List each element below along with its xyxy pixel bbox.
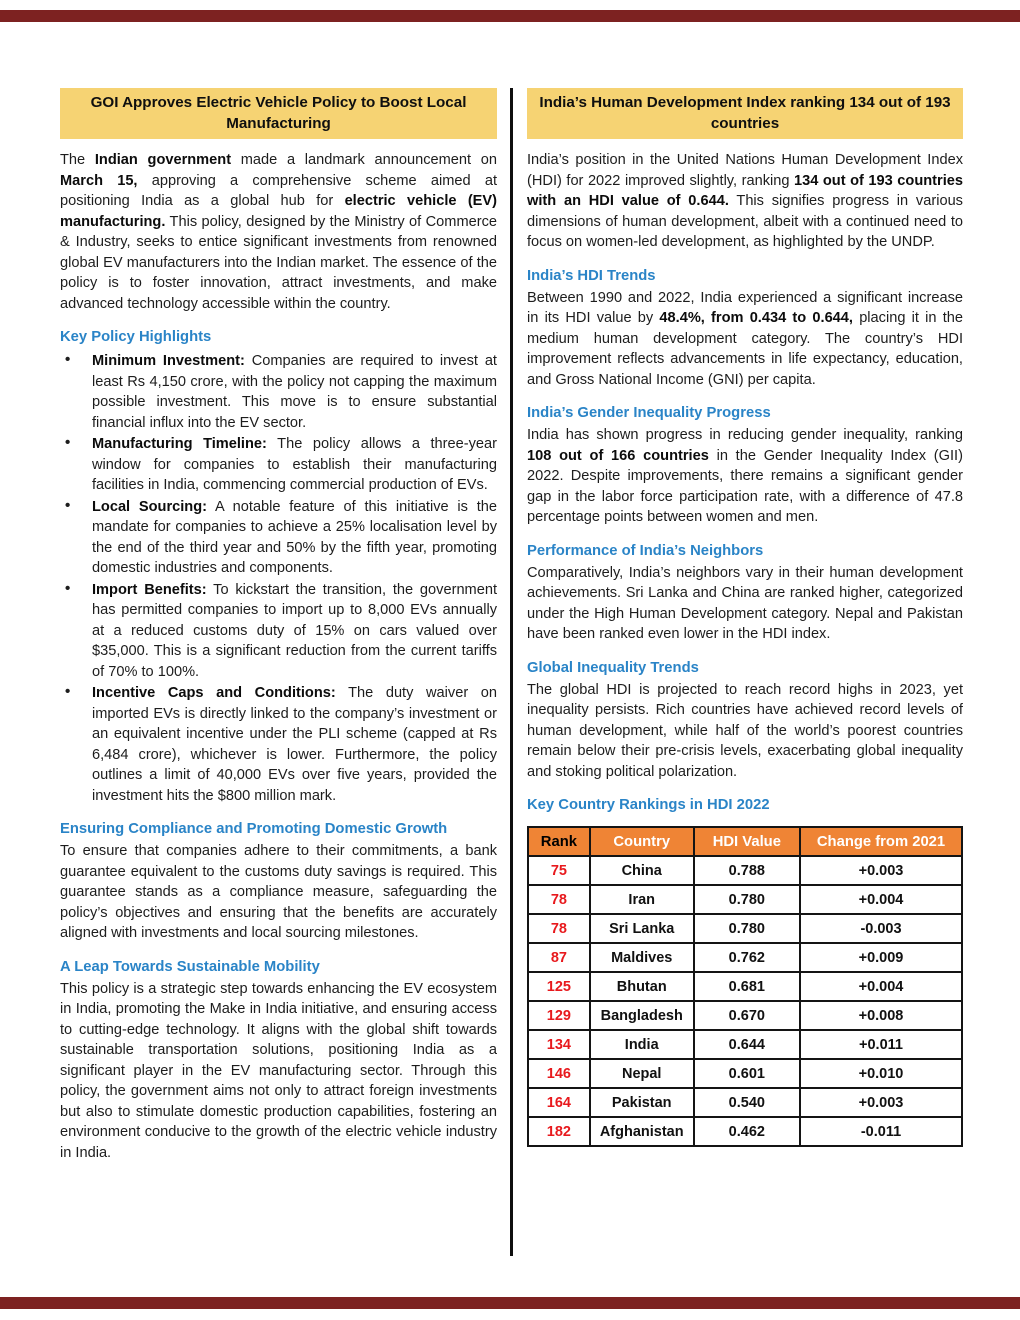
country-cell: Bhutan (590, 972, 694, 1001)
left-article-title: GOI Approves Electric Vehicle Policy to Boost Local Manufacturing (60, 88, 497, 139)
country-cell: Nepal (590, 1059, 694, 1088)
bullet-text: Local Sourcing: A notable feature of this initiative is the mandate for companies to achieve a 25% localisation level by the end of the third year and 50% by the fifth year, promoting domestic industries and components. (92, 498, 497, 576)
section-heading-key-country-rankings: Key Country Rankings in HDI 2022 (527, 797, 770, 813)
hdi-value-cell: 0.681 (694, 972, 800, 1001)
country-cell: Bangladesh (590, 1001, 694, 1030)
left-article (60, 88, 497, 1163)
country-cell: India (590, 1030, 694, 1059)
change-cell: +0.004 (800, 972, 962, 1001)
change-cell: -0.003 (800, 914, 962, 943)
hdi-trends-paragraph: Between 1990 and 2022, India experienced a significant increase in its HDI value by 48.4%, from 0.434 to 0.644, placing it in the medium human development category. The country’s HDI improvement reflects advancements in life expectancy, education, and Gross National Income (GNI) per capita. (527, 289, 963, 388)
hdi-value-cell: 0.788 (694, 856, 800, 885)
table-header-hdi-value: HDI Value (694, 827, 800, 856)
table-row (528, 1117, 962, 1146)
bullet-item-minimum-investment (60, 351, 497, 433)
column-divider (510, 88, 513, 1256)
left-intro-paragraph: The Indian government made a landmark announcement on March 15, approving a comprehensive scheme aimed at positioning India as a global hub for electric vehicle (EV) manufacturing. This policy, designed by the Ministry of Commerce & Industry, seeks to entice significant investments from renowned global EV manufacturers into the Indian market. The essence of the policy is to foster innovation, attract investments, and make advanced technology accessible within the country. (60, 152, 498, 312)
bullet-icon: • (65, 351, 71, 368)
change-cell: -0.011 (800, 1117, 962, 1146)
table-header-row (528, 827, 962, 856)
table-row (528, 943, 962, 972)
sustainable-mobility-paragraph: This policy is a strategic step towards enhancing the EV ecosystem in India, promoting the Make in India initiative, and ensuring access to cutting-edge technology. It aligns with the global shift towards sustainable transportation solutions, positioning India as a significant player in the EV manufacturing sector. Through this policy, the government aims not only to attract foreign investments but also to stimulate domestic production capabilities, fostering an environment conducive to the growth of the electric vehicle industry in India. (60, 980, 497, 1161)
bullet-text: Incentive Caps and Conditions: The duty waiver on imported EVs is directly linked to the company’s investment or an equivalent incentive under the PLI scheme (capped at Rs 6,484 crore), whichever is lower. Furthermore, the policy outlines a limit of 40,000 EVs over five years, provided the investment hits the $800 million mark. (92, 685, 498, 804)
bullet-item-incentive-caps (60, 683, 497, 806)
change-cell: +0.009 (800, 943, 962, 972)
hdi-value-cell: 0.601 (694, 1059, 800, 1088)
policy-highlights-list (60, 351, 497, 806)
change-cell: +0.003 (800, 1088, 962, 1117)
rank-cell: 125 (528, 972, 590, 1001)
rank-cell: 78 (528, 885, 590, 914)
section-heading-gender-inequality: India’s Gender Inequality Progress (527, 405, 771, 421)
section-heading-hdi-trends: India’s HDI Trends (527, 267, 656, 284)
section-heading-key-policy-highlights: Key Policy Highlights (60, 329, 212, 345)
rank-cell: 146 (528, 1059, 590, 1088)
bullet-icon: • (65, 496, 71, 514)
country-cell: Pakistan (590, 1088, 694, 1117)
bullet-text: Import Benefits: To kickstart the transition, the government has permitted companies to import up to 8,000 EVs annually at a reduced customs duty of 15% on cars valued over $35,000. This is a significant reduction from the current tariffs of 70% to 100%. (92, 581, 498, 680)
country-cell: China (590, 856, 694, 885)
bullet-icon: • (65, 683, 71, 700)
rank-cell: 129 (528, 1001, 590, 1030)
rank-cell: 182 (528, 1117, 590, 1146)
right-article-title: India’s Human Development Index ranking 134 out of 193 countries (527, 88, 963, 139)
country-cell: Maldives (590, 943, 694, 972)
hdi-value-cell: 0.780 (694, 914, 800, 943)
change-cell: +0.010 (800, 1059, 962, 1088)
hdi-value-cell: 0.762 (694, 943, 800, 972)
section-heading-ensuring-compliance: Ensuring Compliance and Promoting Domestic Growth (60, 821, 448, 837)
section-heading-global-inequality: Global Inequality Trends (527, 659, 699, 676)
hdi-value-cell: 0.670 (694, 1001, 800, 1030)
section-heading-neighbors-performance: Performance of India’s Neighbors (527, 542, 764, 559)
right-article (527, 88, 963, 1147)
global-inequality-paragraph: The global HDI is projected to reach record highs in 2023, yet inequality persists. Rich countries have achieved record levels of human development, while half of the world’s poorest countries remain below their pre-crisis levels, exacerbating global inequality and stoking political polarization. (527, 681, 963, 780)
bottom-accent-bar (0, 1297, 1020, 1309)
table-header-country: Country (590, 827, 694, 856)
table-header-change: Change from 2021 (800, 827, 962, 856)
bullet-icon: • (65, 434, 71, 451)
ensuring-compliance-paragraph: To ensure that companies adhere to their commitments, a bank guarantee equivalent to the customs duty savings is required. This guarantee stands as a compliance measure, safeguarding the policy’s objectives and ensuring that the benefits are accurately aligned with investments and local sourcing milestones. (60, 843, 497, 941)
table-row (528, 885, 962, 914)
rank-cell: 164 (528, 1088, 590, 1117)
rank-cell: 87 (528, 943, 590, 972)
change-cell: +0.004 (800, 885, 962, 914)
change-cell: +0.003 (800, 856, 962, 885)
rank-cell: 78 (528, 914, 590, 943)
table-header-rank: Rank (528, 827, 590, 856)
rank-cell: 75 (528, 856, 590, 885)
bullet-item-manufacturing-timeline (60, 434, 497, 496)
country-cell: Afghanistan (590, 1117, 694, 1146)
hdi-rankings-table (527, 826, 963, 1147)
bullet-icon: • (65, 579, 71, 597)
table-row (528, 972, 962, 1001)
table-row (528, 1059, 962, 1088)
hdi-value-cell: 0.462 (694, 1117, 800, 1146)
bullet-item-import-benefits (60, 580, 497, 683)
hdi-value-cell: 0.540 (694, 1088, 800, 1117)
table-row (528, 914, 962, 943)
table-row (528, 1088, 962, 1117)
bullet-text: Manufacturing Timeline: The policy allows a three-year window for companies to establish their manufacturing facilities in India, commencing commercial production of EVs. (92, 436, 498, 493)
country-cell: Sri Lanka (590, 914, 694, 943)
change-cell: +0.011 (800, 1030, 962, 1059)
table-row (528, 1030, 962, 1059)
section-heading-leap-sustainable-mobility: A Leap Towards Sustainable Mobility (60, 958, 320, 975)
hdi-value-cell: 0.780 (694, 885, 800, 914)
bullet-text: Minimum Investment: Companies are required to invest at least Rs 4,150 crore, with the policy not capping the maximum possible investment. This move is to ensure substantial financial influx into the EV sector. (92, 353, 497, 431)
rank-cell: 134 (528, 1030, 590, 1059)
top-accent-bar (0, 10, 1020, 22)
right-intro-paragraph: India’s position in the United Nations Human Development Index (HDI) for 2022 improved slightly, ranking 134 out of 193 countries with an HDI value of 0.644. This signifies progress in various dimensions of human development, albeit with a continued need to focus on women-led development, as highlighted by the UNDP. (527, 152, 963, 250)
change-cell: +0.008 (800, 1001, 962, 1030)
bullet-item-local-sourcing (60, 497, 497, 579)
country-cell: Iran (590, 885, 694, 914)
table-row (528, 856, 962, 885)
hdi-value-cell: 0.644 (694, 1030, 800, 1059)
table-row (528, 1001, 962, 1030)
neighbors-performance-paragraph: Comparatively, India’s neighbors vary in their human development achievements. Sri Lanka and China are ranked higher, categorized under the High Human Development category. Nepal and Pakistan have been ranked even lower in the HDI index. (527, 564, 963, 642)
gender-inequality-paragraph: India has shown progress in reducing gender inequality, ranking 108 out of 166 countries in the Gender Inequality Index (GII) 2022. Despite improvements, there remains a significant gender gap in the labor force participation rate, with a difference of 47.8 percentage points between women and men. (527, 427, 963, 525)
